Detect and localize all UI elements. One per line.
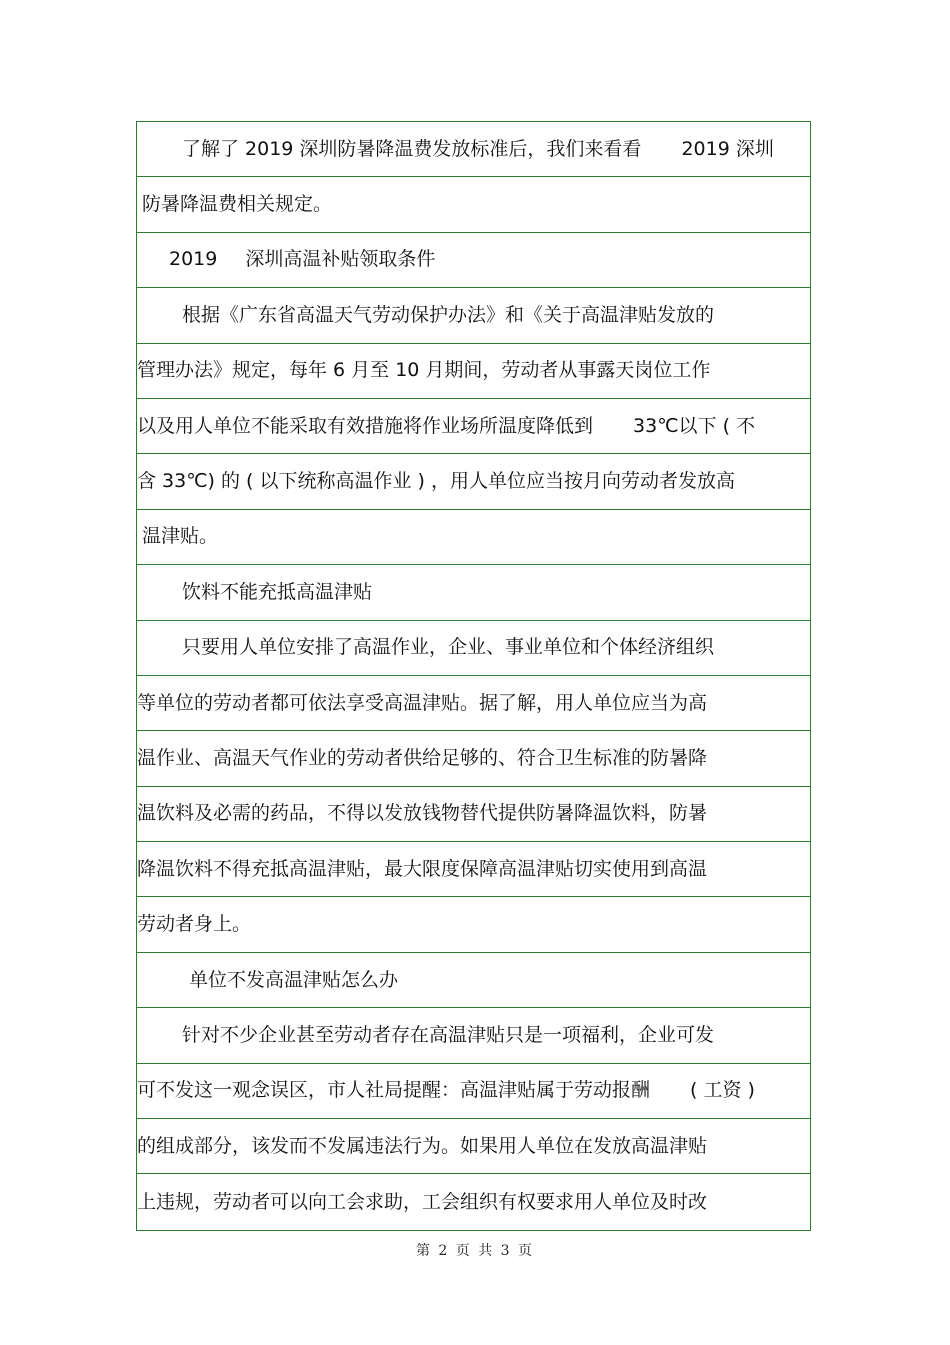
- text-line: [137, 288, 810, 343]
- text-line: [137, 344, 810, 399]
- text-line: [137, 842, 810, 897]
- page-footer: [0, 1240, 950, 1260]
- text-line: [137, 897, 810, 952]
- text-line: [137, 1064, 810, 1119]
- text-line: [137, 621, 810, 676]
- text-line: [137, 731, 810, 786]
- text-line: [137, 1119, 810, 1174]
- text-line: [137, 787, 810, 842]
- text-line: [137, 510, 810, 565]
- section-heading: [137, 953, 810, 1008]
- text-segment: 了解了 2019 深圳防暑降温费发放标准后，我们来看看: [182, 137, 642, 160]
- text-segment: 管理办法》规定，每年 6 月至 10 月期间，劳动者从事露天岗位工作: [137, 359, 711, 382]
- text-segment: 针对不少企业甚至劳动者存在高温津贴只是一项福利，企业可发: [182, 1023, 715, 1046]
- text-segment: 的组成部分，该发而不发属违法行为。如果用人单位在发放高温津贴: [137, 1134, 708, 1157]
- text-segment: 可不发这一观念误区，市人社局提醒：高温津贴属于劳动报酬: [137, 1079, 651, 1102]
- text-segment: 含 33℃) 的 ( 以下统称高温作业 ) ，用人单位应当按月向劳动者发放高: [137, 470, 735, 493]
- text-segment: 只要用人单位安排了高温作业，企业、事业单位和个体经济组织: [182, 636, 715, 659]
- text-segment: 劳动者身上。: [137, 913, 252, 936]
- section-heading: [137, 233, 810, 288]
- text-segment: 温饮料及必需的药品，不得以发放钱物替代提供防暑降温饮料，防暑: [137, 802, 708, 825]
- text-segment: 2019 深圳: [681, 137, 774, 160]
- heading-year: 2019: [169, 248, 218, 271]
- heading-text: 深圳高温补贴领取条件: [245, 248, 436, 271]
- text-segment: 根据《广东省高温天气劳动保护办法》和《关于高温津贴发放的: [182, 303, 715, 326]
- text-line: [137, 1174, 810, 1229]
- text-line: [137, 399, 810, 454]
- text-line: [137, 1008, 810, 1063]
- section-heading: [137, 565, 810, 620]
- text-segment: 以及用人单位不能采取有效措施将作业场所温度降低到: [137, 414, 594, 437]
- text-segment: 防暑降温费相关规定。: [142, 193, 333, 216]
- heading-text: 单位不发高温津贴怎么办: [189, 968, 399, 991]
- document-table: [136, 121, 811, 1231]
- text-segment: 降温饮料不得充抵高温津贴，最大限度保障高温津贴切实使用到高温: [137, 857, 708, 880]
- text-segment: 等单位的劳动者都可依法享受高温津贴。据了解，用人单位应当为高: [137, 691, 708, 714]
- text-line: [137, 122, 810, 177]
- text-segment: 33℃以下 ( 不: [633, 414, 756, 437]
- text-segment: 上违规，劳动者可以向工会求助，工会组织有权要求用人单位及时改: [137, 1190, 708, 1213]
- page-number: 第 2 页 共 3 页: [415, 1243, 535, 1259]
- text-segment: 温作业、高温天气作业的劳动者供给足够的、符合卫生标准的防暑降: [137, 746, 708, 769]
- text-line: [137, 454, 810, 509]
- heading-text: 饮料不能充抵高温津贴: [182, 580, 373, 603]
- text-segment: ( 工资 ): [690, 1079, 755, 1102]
- text-line: [137, 676, 810, 731]
- text-segment: 温津贴。: [142, 525, 219, 548]
- text-line: [137, 177, 810, 232]
